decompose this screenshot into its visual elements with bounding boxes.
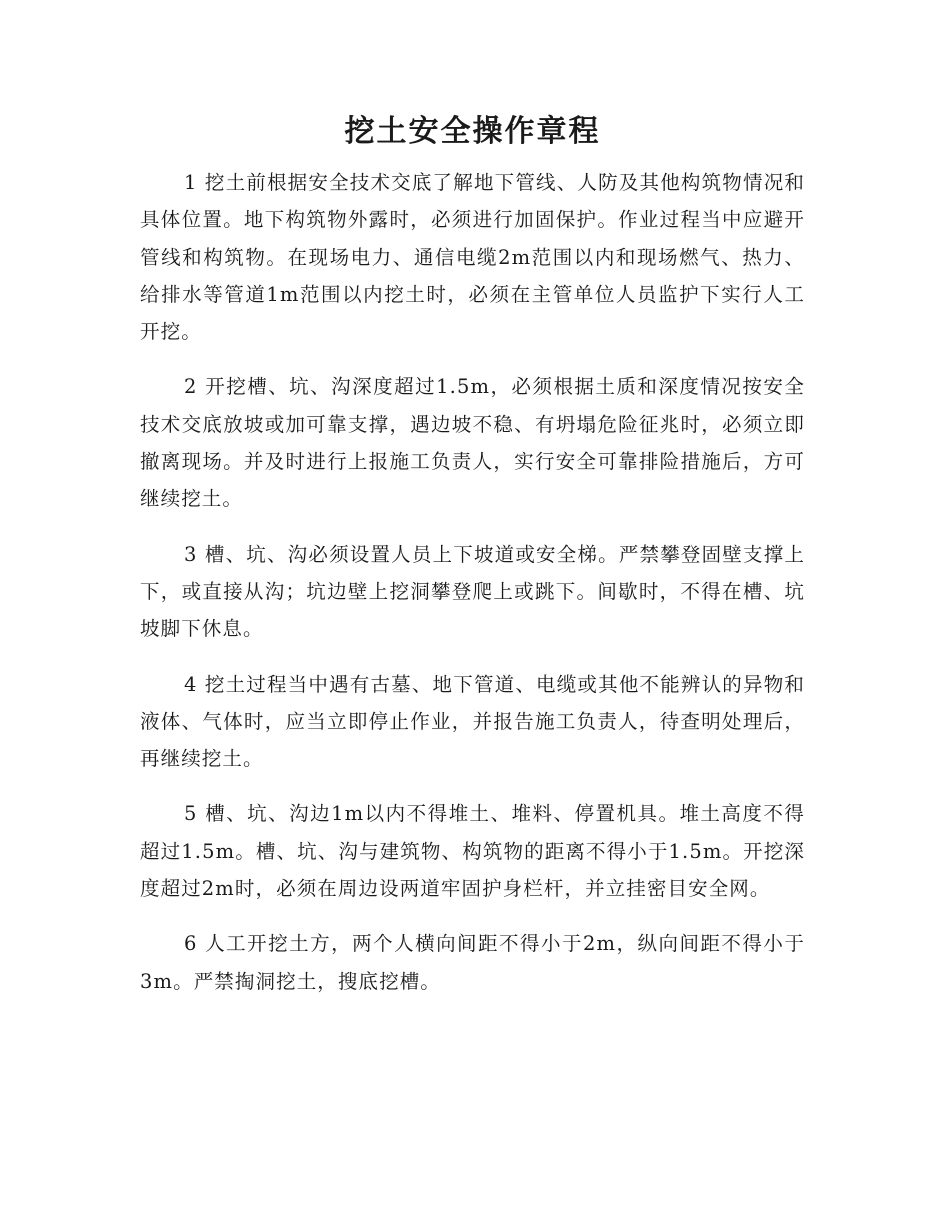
paragraph-4: 4 挖土过程当中遇有古墓、地下管道、电缆或其他不能辨认的异物和液体、气体时，应当立即停止作业，并报告施工负责人，待查明处理后，再继续挖土。: [140, 672, 805, 771]
paragraph-2: 2 开挖槽、坑、沟深度超过1.5m，必须根据土质和深度情况按安全技术交底放坡或加可靠支撑，遇边坡不稳、有坍塌危险征兆时，必须立即撤离现场。并及时进行上报施工负责人，实行安全可靠排险措施后，方可继续挖土。: [140, 375, 805, 511]
document-title: 挖土安全操作章程: [344, 114, 601, 149]
paragraph-5: 5 槽、坑、沟边1m以内不得堆土、堆料、停置机具。堆土高度不得超过1.5m。槽、坑、沟与建筑物、构筑物的距离不得小于1.5m。开挖深度超过2m时，必须在周边设两道牢固护身栏杆，并立挂密目安全网。: [140, 802, 805, 901]
document-page: [140, 110, 805, 1018]
paragraph-6: 6 人工开挖土方，两个人横向间距不得小于2m，纵向间距不得小于3m。严禁掏洞挖土，搜底挖槽。: [140, 932, 805, 993]
paragraph-1: 1 挖土前根据安全技术交底了解地下管线、人防及其他构筑物情况和具体位置。地下构筑物外露时，必须进行加固保护。作业过程当中应避开管线和构筑物。在现场电力、通信电缆2m范围以内和现场燃气、热力、给排水等管道1m范围以内挖土时，必须在主管单位人员监护下实行人工开挖。: [140, 171, 805, 344]
paragraph-3: 3 槽、坑、沟必须设置人员上下坡道或安全梯。严禁攀登固壁支撑上下，或直接从沟；坑边壁上挖洞攀登爬上或跳下。间歇时，不得在槽、坑坡脚下休息。: [140, 542, 805, 641]
